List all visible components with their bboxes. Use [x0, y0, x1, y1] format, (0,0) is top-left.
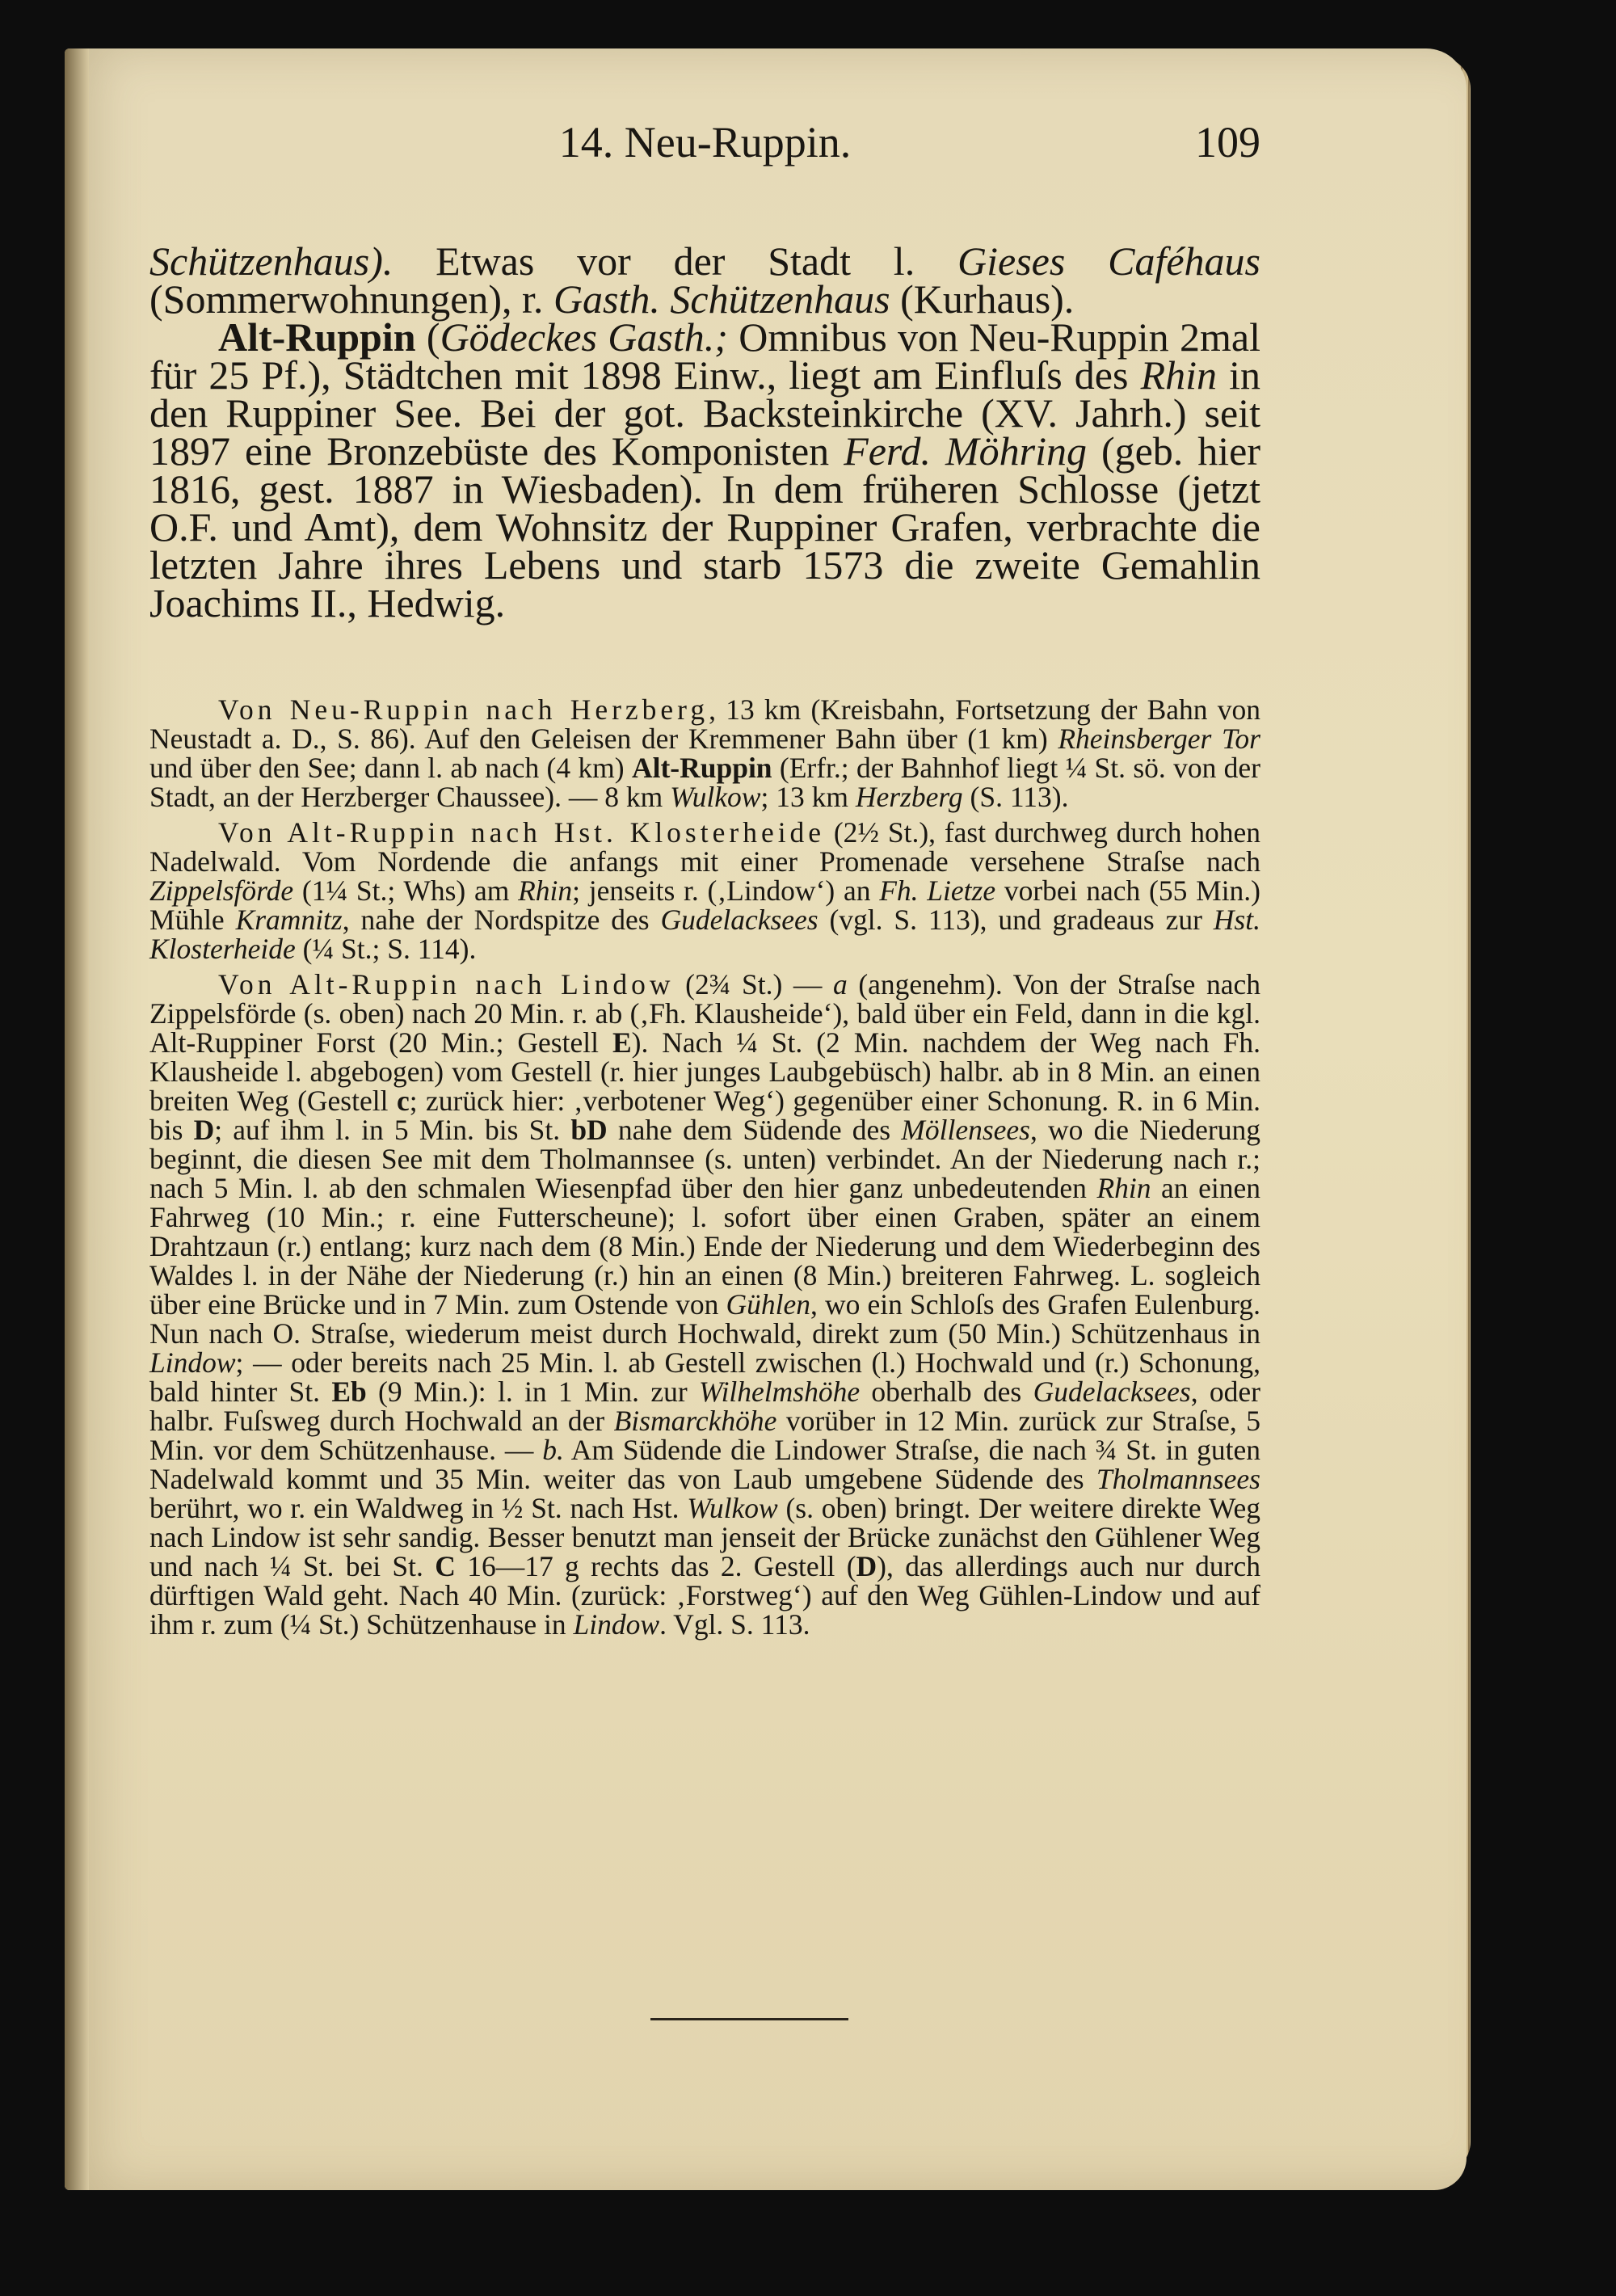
chapter-title: 14. Neu-Ruppin. — [558, 118, 852, 166]
paragraph-alt-ruppin: Alt-Ruppin (Gödeckes Gasth.; Omnibus von Neu-Ruppin 2mal für 25 Pf.), Städtchen mit 1898 Einw., liegt am Einfluſs des Rhin in den Ruppiner See. Bei der got. Backsteinkirche (XV. Jahrh.) seit 1897 eine Bronzebüste des Komponisten Ferd. Möhring (geb. hier 1816, gest. 1887 in Wiesbaden). In dem früheren Schlosse (jetzt O.F. und Amt), dem Wohnsitz der Ruppiner Grafen, verbrachte die letzten Jahre ihres Lebens und starb 1573 die zweite Gemahlin Joachims II., Hedwig. — [149, 314, 1260, 626]
place-heading: Alt-Ruppin — [218, 314, 416, 360]
route-descriptions — [149, 695, 1260, 1645]
page-gutter — [65, 48, 89, 2190]
page-number: 109 — [1195, 118, 1260, 166]
route-klosterheide: Von Alt-Ruppin nach Hst. Klosterheide (2½ St.), fast durchweg durch hohen Nadelwald. Vom Nordende die anfangs mit einer Promenade versehene Straſse nach Zippelsförde (1¼ St.; Whs) am Rhin; jenseits r. (‚Lindow‘) an Fh. Lietze vorbei nach (55 Min.) Mühle Kramnitz, nahe der Nordspitze des Gudelacksees (vgl. S. 113), und gradeaus zur Hst. Klosterheide (¼ St.; S. 114). — [149, 816, 1260, 965]
route-herzberg: Von Neu-Ruppin nach Herzberg, 13 km (Kreisbahn, Fortsetzung der Bahn von Neustadt a. D., S. 86). Auf den Geleisen der Kremmener Bahn über (1 km) Rheinsberger Tor und über den See; dann l. ab nach (4 km) Alt-Ruppin (Erfr.; der Bahnhof liegt ¼ St. sö. von der Stadt, an der Herzberger Chaussee). — 8 km Wulkow; 13 km Herzberg (S. 113). — [149, 693, 1260, 813]
main-text — [149, 238, 1260, 626]
section-end-rule — [650, 2018, 848, 2020]
paragraph-neu-ruppin-end: Schützenhaus). Etwas vor der Stadt l. Gieses Caféhaus (Sommerwohnungen), r. Gasth. Schützenhaus (Kurhaus). — [149, 238, 1260, 322]
running-header — [149, 105, 1260, 178]
route-lindow: Von Alt-Ruppin nach Lindow (2¾ St.) — a (angenehm). Von der Straſse nach Zippelsförde (s. oben) nach 20 Min. r. ab (‚Fh. Klausheide‘), bald über ein Feld, dann in die kgl. Alt-Ruppiner Forst (20 Min.; Gestell E). Nach ¼ St. (2 Min. nachdem der Weg nach Fh. Klausheide l. abgebogen) vom Gestell (r. hier junges Laubgebüsch) halbr. ab in 8 Min. an einen breiten Weg (Gestell c; zurück hier: ‚verbotener Weg‘) gegenüber einer Schonung. R. in 6 Min. bis D; auf ihm l. in 5 Min. bis St. bD nahe dem Südende des Möllensees, wo die Niederung beginnt, die diesen See mit dem Tholmannsee (s. unten) verbindet. An der Niederung nach r.; nach 5 Min. l. ab den schmalen Wiesenpfad über den hier ganz unbedeutenden Rhin an einen Fahrweg (10 Min.; r. eine Futterscheune); l. sofort über einen Graben, später an einem Drahtzaun (r.) entlang; kurz nach dem (8 Min.) Ende der Niederung und dem Wiederbeginn des Waldes l. in der Nähe der Niederung (r.) hin an einen (8 Min.) breiteren Fahrweg. L. sogleich über eine Brücke und in 7 Min. zum Ostende von Gühlen, wo ein Schloſs des Grafen Eulenburg. Nun nach O. Straſse, wiederum meist durch Hochwald, direkt zum (50 Min.) Schützenhaus in Lindow; — oder bereits nach 25 Min. l. ab Gestell zwischen (l.) Hochwald und (r.) Schonung, bald hinter St. Eb (9 Min.): l. in 1 Min. zur Wilhelmshöhe oberhalb des Gudelacksees, oder halbr. Fuſsweg durch Hochwald an der Bismarckhöhe vorüber in 12 Min. zurück zur Straſse, 5 Min. vor dem Schützenhause. — b. Am Südende die Lindower Straſse, die nach ¾ St. in guten Nadelwald kommt und 35 Min. weiter das von Laub umgebene Südende des Tholmannsees berührt, wo r. ein Waldweg in ½ St. nach Hst. Wulkow (s. oben) bringt. Der weitere direkte Weg nach Lindow ist sehr sandig. Besser benutzt man jenseit der Brücke zunächst den Gühlener Weg und nach ¼ St. bei St. C 16—17 g rechts das 2. Gestell (D), das allerdings auch nur durch dürftigen Wald geht. Nach 40 Min. (zurück: ‚Forstweg‘) auf den Weg Gühlen-Lindow und auf ihm r. zum (¼ St.) Schützenhause in Lindow. Vgl. S. 113. — [149, 968, 1261, 1641]
